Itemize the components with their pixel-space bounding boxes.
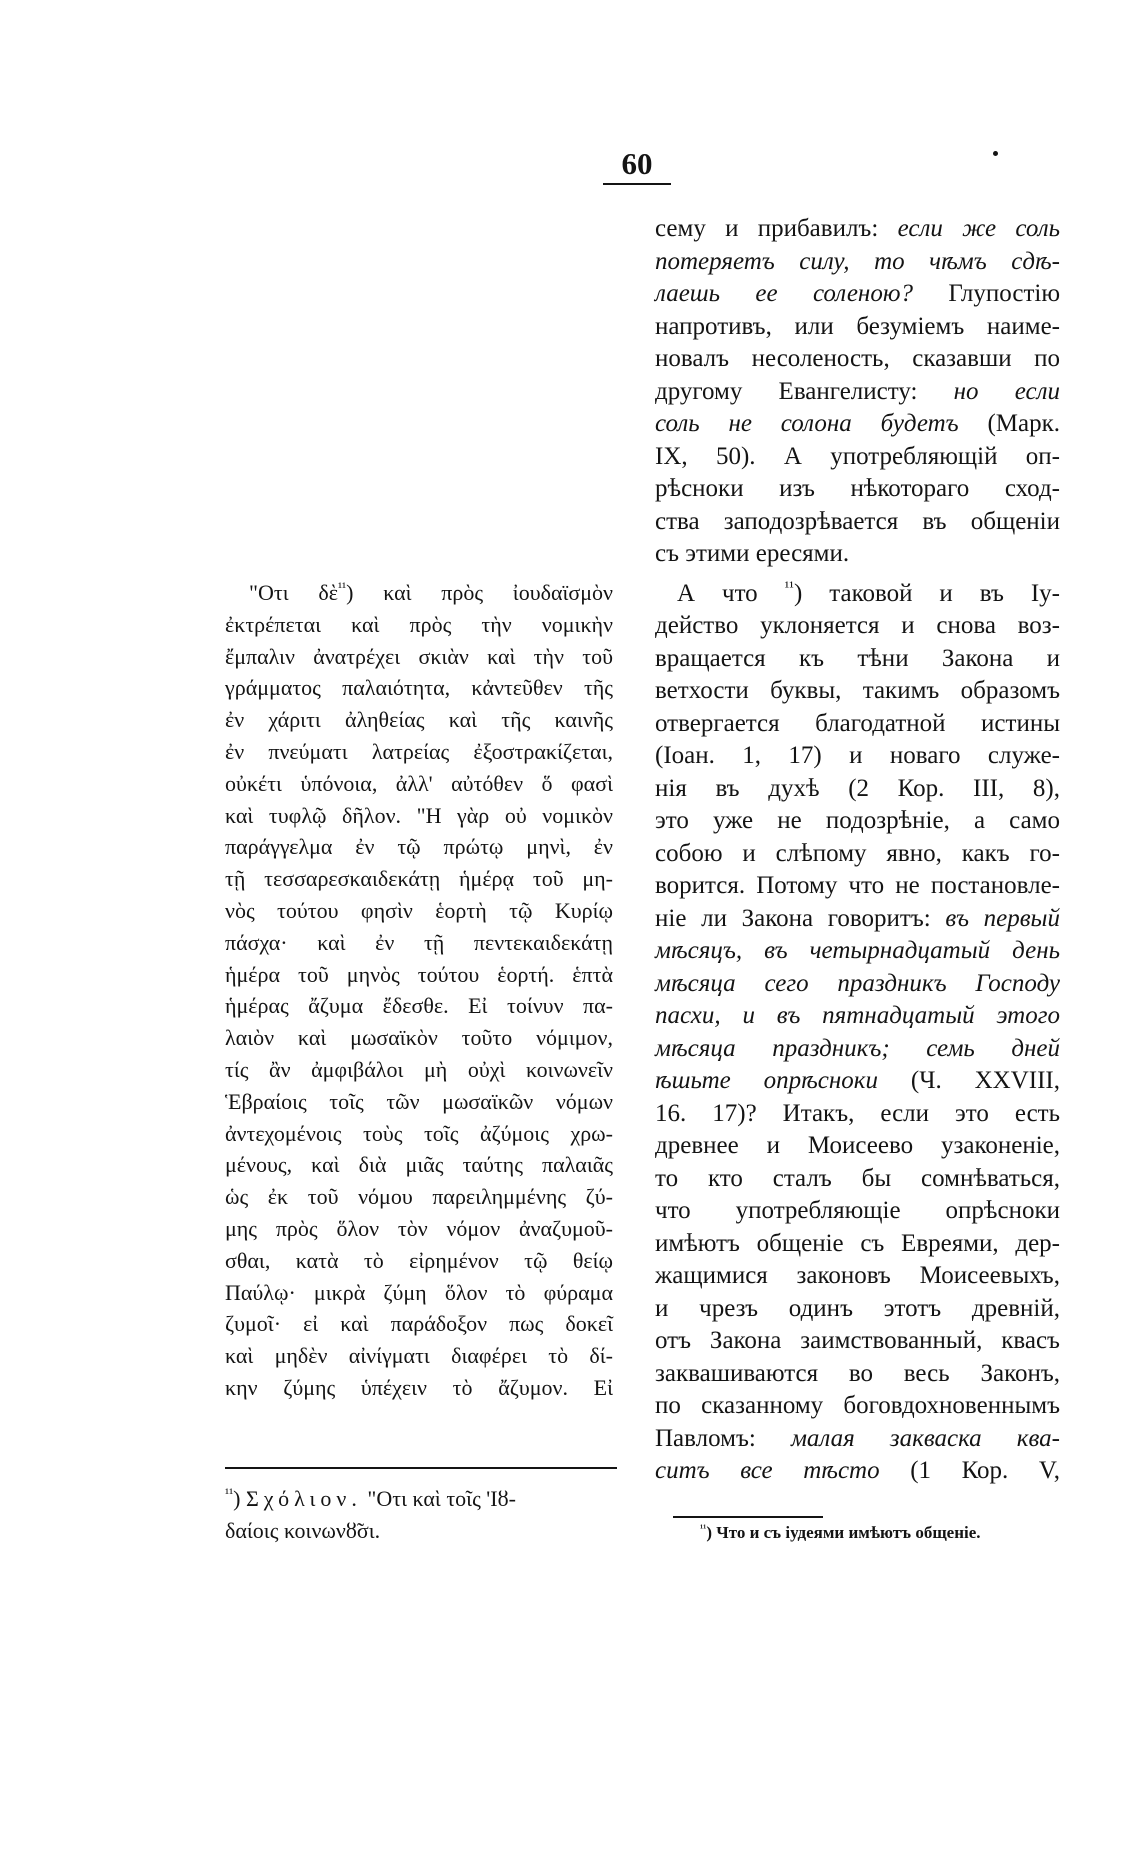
russian-line: древнее и Моисеево узаконеніе, — [655, 1132, 1060, 1159]
russian-line: сему и прибавилъ: если же соль — [655, 215, 1060, 242]
russian-line: по сказанному боговдохновеннымъ — [655, 1392, 1060, 1419]
greek-line: καὶ μηδὲν αἰνίγματι διαφέρει τὸ δί- — [225, 1343, 613, 1369]
greek-line: σθαι, κατὰ τὸ εἰρημένον τῷ θείῳ — [225, 1247, 613, 1273]
greek-line: ἐν χάριτι ἀληθείας καὶ τῆς καινῆς — [225, 707, 613, 733]
russian-line: вращается къ тѣни Закона и — [655, 644, 1060, 672]
russian-column — [655, 213, 1060, 1488]
russian-line: другому Евангелисту: но если — [655, 377, 1060, 405]
page-number: 60 — [621, 146, 653, 181]
russian-line: А что $^{^{11}}$) таковой и въ Іу- — [677, 578, 1060, 607]
russian-line: рѣсноки изъ нѣкотораго сход- — [655, 475, 1060, 502]
greek-line: ἔμπαλιν ἀνατρέχει σκιὰν καὶ τὴν τοῦ — [225, 643, 613, 669]
greek-line: παράγγελμα ἐν τῷ πρώτῳ μηνὶ, ἐν — [225, 834, 613, 860]
greek-line: οὐκέτι ὑπόνοια, ἀλλ' αὐτόθεν ὅ φασὶ — [225, 770, 613, 796]
greek-footnote-rule — [225, 1467, 617, 1469]
russian-line: и чрезъ одинъ этотъ древній, — [655, 1294, 1060, 1322]
greek-line: Παύλῳ· μικρὰ ζύμη ὅλον τὸ φύραμα — [225, 1279, 613, 1305]
russian-line: имѣютъ общеніе съ Евреями, дер- — [655, 1229, 1060, 1257]
russian-line: мѣсяцъ, въ четырнадцатый день — [655, 937, 1060, 964]
greek-line: κην ζύμης ὑπέχειν τὸ ἄζυμον. Εἰ — [225, 1374, 613, 1400]
greek-line: ζυμοῖ· εἰ καὶ παράδοξον πως δοκεῖ — [225, 1311, 613, 1337]
greek-line: λαιὸν καὶ μωσαϊκὸν τοῦτο νόμιμον, — [225, 1025, 613, 1051]
greek-footnote-line: δαίοις κοινωνȣ̃σι. — [225, 1518, 381, 1543]
russian-line: ворится. Потому что не постановле- — [655, 872, 1060, 899]
russian-line: лаешь ее соленою? Глупостію — [655, 280, 1061, 307]
russian-line: ситъ все тѣсто (1 Кор. V, — [655, 1457, 1060, 1484]
greek-line: μένους, καὶ διὰ μιᾶς ταύτης παλαιᾶς — [225, 1152, 613, 1178]
russian-footnote: $^{^{11}}$) Что и съ іудеями имѣютъ общеніе. — [700, 1523, 981, 1542]
russian-line: ніе ли Закона говоритъ: въ первый — [655, 904, 1060, 932]
russian-line: пасхи, и въ пятнадцатый этого — [655, 1002, 1060, 1029]
page-number-rule — [603, 183, 671, 185]
greek-line: ἐκτρέπεται καὶ πρὸς τὴν νομικὴν — [225, 611, 613, 637]
greek-footnote — [225, 1483, 613, 1547]
greek-line: πάσχα· καὶ ἐν τῇ πεντεκαιδεκάτῃ — [225, 929, 613, 955]
greek-line: ἀντεχομένοις τοὺς τοῖς ἀζύμοις χρω- — [225, 1120, 613, 1146]
russian-line: действо уклоняется и снова воз- — [655, 612, 1060, 639]
russian-line: нія въ духѣ (2 Кор. III, 8), — [655, 774, 1060, 802]
greek-line: ἡμέρας ἄζυμα ἔδεσθε. Εἰ τοίνυν πα- — [225, 993, 613, 1019]
russian-line: напротивъ, или безуміемъ наиме- — [655, 312, 1060, 340]
greek-line: Ἑβραίοις τοῖς τῶν μωσαϊκῶν νόμων — [225, 1088, 613, 1114]
russian-line: IX, 50). А употребляющій оп- — [655, 442, 1060, 470]
greek-line: ὡς ἐκ τοῦ νόμου παρειλημμένης ζύ- — [225, 1184, 613, 1210]
russian-line: мѣсяца сего праздникъ Господу — [655, 969, 1060, 997]
russian-line: отвергается благодатной истины — [655, 709, 1060, 737]
greek-column — [225, 577, 613, 1404]
paragraph-gap — [655, 571, 1060, 578]
russian-line: отъ Закона заимствованный, квасъ — [655, 1327, 1060, 1354]
russian-line: (Іоан. 1, 17) и новаго служе- — [655, 742, 1060, 769]
greek-line: τῇ τεσσαρεσκαιδεκάτῃ ἡμέρᾳ τοῦ μη- — [225, 866, 613, 892]
russian-line: мѣсяца праздникъ; семь дней — [655, 1034, 1060, 1062]
greek-line: ἐν πνεύματι λατρείας ἐξοστρακίζεται, — [225, 738, 613, 764]
russian-line: собою и слѣпому явно, какъ го- — [655, 839, 1060, 867]
greek-line: γράμματος παλαιότητα, κἀντεῦθεν τῆς — [225, 675, 613, 701]
russian-line: ветхости буквы, такимъ образомъ — [655, 677, 1060, 704]
greek-footnote-line: $^{^{11}}$) Σχόλιον. "Οτι καὶ τοῖς 'Ιȣ- — [225, 1485, 516, 1511]
russian-line: Павломъ: малая закваска ква- — [655, 1424, 1061, 1452]
greek-line: νὸς τούτου φησὶν ἑορτὴ τῷ Κυρίῳ — [225, 897, 613, 923]
russian-line: это уже не подозрѣніе, а само — [655, 807, 1060, 834]
russian-line: 16. 17)? Итакъ, если это есть — [655, 1099, 1060, 1127]
greek-line: καὶ τυφλῷ δῆλον. "Η γὰρ οὐ νομικὸν — [225, 802, 613, 828]
greek-line: ἡμέρα τοῦ μηνὸς τούτου ἑορτή. ἑπτὰ — [225, 961, 613, 987]
greek-line: τίς ἂν ἀμφιβάλοι μὴ οὐχὶ κοινωνεῖν — [225, 1056, 613, 1082]
russian-line: то кто сталъ бы сомнѣваться, — [655, 1164, 1060, 1192]
russian-line: новалъ несоленость, сказавши по — [655, 345, 1060, 372]
russian-line: потеряетъ силу, то чѣмъ сдѣ- — [655, 247, 1060, 275]
greek-line: "Οτι δὲ$^{^{11}}$) καὶ πρὸς ἰουδαϊσμὸν — [249, 579, 614, 605]
russian-line: съ этими ересями. — [655, 540, 850, 567]
russian-line: заквашиваются во весь Законъ, — [655, 1359, 1060, 1387]
russian-line: ства заподозрѣвается въ общеніи — [655, 507, 1060, 535]
russian-line: ѣшьте опрѣсноки (Ч. XXVIII, — [655, 1067, 1060, 1094]
greek-line: μης πρὸς ὅλον τὸν νόμον ἀναζυμοῦ- — [225, 1215, 613, 1241]
russian-line: жащимися законовъ Моисеевыхъ, — [655, 1262, 1060, 1289]
russian-line: что употребляющіе опрѣсноки — [655, 1197, 1060, 1224]
russian-footnote-rule — [673, 1516, 823, 1518]
russian-line: соль не солона будетъ (Марк. — [655, 410, 1061, 437]
print-dot-mark — [993, 151, 998, 156]
